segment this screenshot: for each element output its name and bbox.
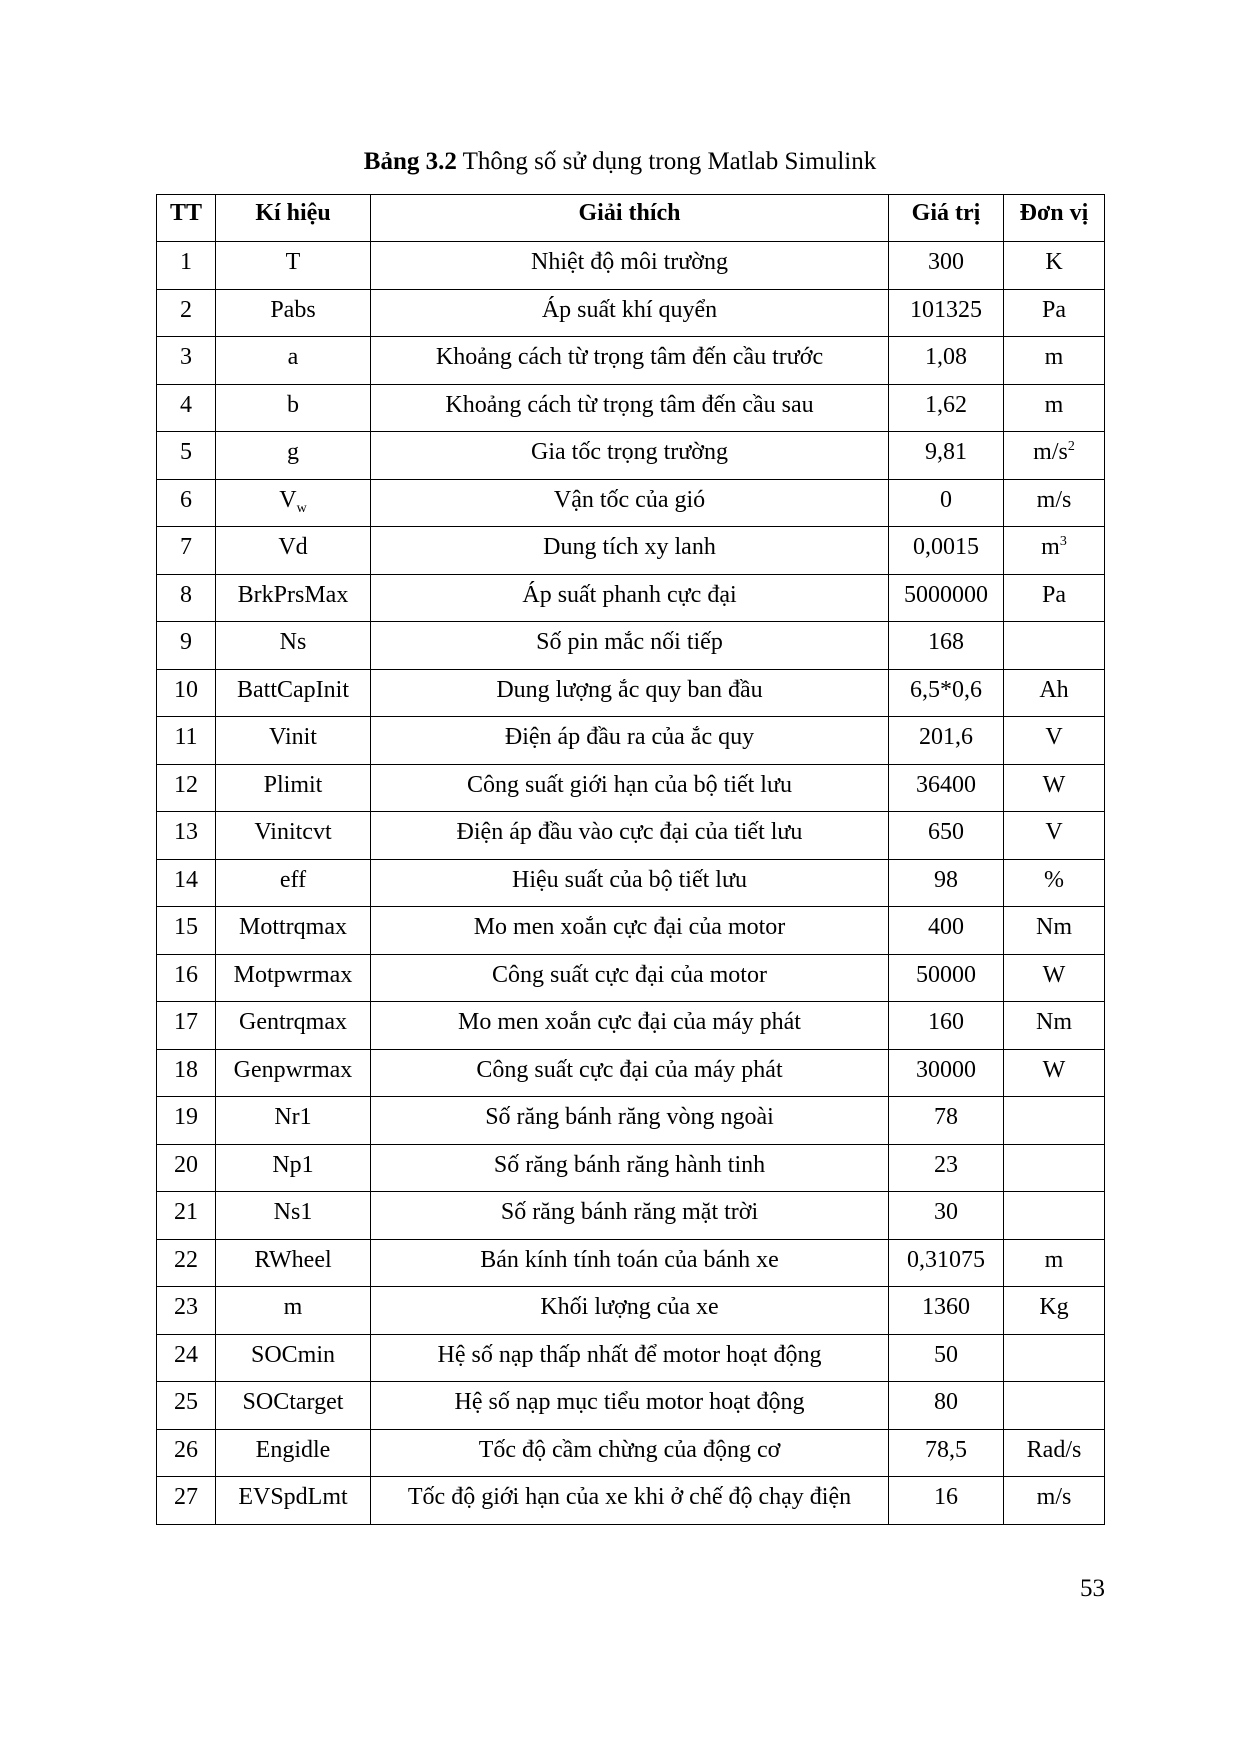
cell-value: 201,6 <box>889 717 1004 765</box>
cell-unit <box>1004 1334 1105 1382</box>
cell-tt: 20 <box>157 1144 216 1192</box>
caption-label: Bảng 3.2 <box>363 148 457 175</box>
cell-symbol: b <box>216 384 371 432</box>
cell-description: Nhiệt độ môi trường <box>371 242 889 290</box>
cell-value: 23 <box>889 1144 1004 1192</box>
cell-unit: W <box>1004 764 1105 812</box>
cell-value: 78 <box>889 1097 1004 1145</box>
cell-description: Số răng bánh răng vòng ngoài <box>371 1097 889 1145</box>
cell-description: Dung tích xy lanh <box>371 527 889 575</box>
table-row <box>157 1382 1105 1430</box>
cell-symbol: m <box>216 1287 371 1335</box>
table-row <box>157 1049 1105 1097</box>
cell-unit: W <box>1004 1049 1105 1097</box>
cell-unit <box>1004 432 1105 480</box>
cell-value: 400 <box>889 907 1004 955</box>
cell-tt: 4 <box>157 384 216 432</box>
parameters-table <box>156 194 1105 1525</box>
table-row <box>157 1477 1105 1525</box>
cell-description: Gia tốc trọng trường <box>371 432 889 480</box>
cell-description: Dung lượng ắc quy ban đầu <box>371 669 889 717</box>
cell-symbol: T <box>216 242 371 290</box>
cell-symbol: Nr1 <box>216 1097 371 1145</box>
cell-tt: 6 <box>157 479 216 527</box>
cell-tt: 1 <box>157 242 216 290</box>
cell-tt: 8 <box>157 574 216 622</box>
unit-superscript: 2 <box>1067 439 1075 454</box>
symbol-subscript: w <box>296 500 307 516</box>
cell-tt: 24 <box>157 1334 216 1382</box>
cell-symbol: Engidle <box>216 1429 371 1477</box>
header-description: Giải thích <box>371 195 889 242</box>
table-row <box>157 907 1105 955</box>
table-row <box>157 1287 1105 1335</box>
cell-value: 5000000 <box>889 574 1004 622</box>
cell-description: Công suất cực đại của motor <box>371 954 889 1002</box>
cell-value: 101325 <box>889 289 1004 337</box>
cell-description: Áp suất khí quyển <box>371 289 889 337</box>
cell-description: Khối lượng của xe <box>371 1287 889 1335</box>
cell-value: 1360 <box>889 1287 1004 1335</box>
cell-value: 50 <box>889 1334 1004 1382</box>
cell-tt: 18 <box>157 1049 216 1097</box>
cell-value: 78,5 <box>889 1429 1004 1477</box>
cell-unit <box>1004 1192 1105 1240</box>
unit-superscript: 3 <box>1059 534 1067 549</box>
cell-tt: 12 <box>157 764 216 812</box>
cell-symbol: g <box>216 432 371 480</box>
cell-value: 98 <box>889 859 1004 907</box>
cell-description: Điện áp đầu vào cực đại của tiết lưu <box>371 812 889 860</box>
cell-symbol: Mottrqmax <box>216 907 371 955</box>
table-row <box>157 527 1105 575</box>
table-row <box>157 479 1105 527</box>
cell-description: Điện áp đầu ra của ắc quy <box>371 717 889 765</box>
cell-tt: 9 <box>157 622 216 670</box>
cell-description: Khoảng cách từ trọng tâm đến cầu trước <box>371 337 889 385</box>
cell-tt: 11 <box>157 717 216 765</box>
cell-symbol: EVSpdLmt <box>216 1477 371 1525</box>
cell-tt: 22 <box>157 1239 216 1287</box>
cell-symbol: a <box>216 337 371 385</box>
cell-description: Số pin mắc nối tiếp <box>371 622 889 670</box>
table-header-row <box>157 195 1105 242</box>
cell-symbol: Vd <box>216 527 371 575</box>
table-body <box>157 242 1105 1525</box>
cell-tt: 3 <box>157 337 216 385</box>
cell-value: 160 <box>889 1002 1004 1050</box>
cell-symbol: Np1 <box>216 1144 371 1192</box>
cell-value: 168 <box>889 622 1004 670</box>
cell-description: Tốc độ cầm chừng của động cơ <box>371 1429 889 1477</box>
cell-unit: m/s <box>1004 1477 1105 1525</box>
cell-description: Số răng bánh răng hành tinh <box>371 1144 889 1192</box>
unit-base: m/s <box>1033 439 1068 465</box>
cell-unit: Pa <box>1004 289 1105 337</box>
symbol-base: V <box>279 486 297 513</box>
cell-value: 30 <box>889 1192 1004 1240</box>
table-row <box>157 289 1105 337</box>
caption-text: Thông số sử dụng trong Matlab Simulink <box>456 148 877 175</box>
cell-value: 16 <box>889 1477 1004 1525</box>
cell-unit <box>1004 1382 1105 1430</box>
cell-unit: m/s <box>1004 479 1105 527</box>
cell-tt: 15 <box>157 907 216 955</box>
cell-tt: 19 <box>157 1097 216 1145</box>
cell-tt: 21 <box>157 1192 216 1240</box>
cell-unit: Nm <box>1004 907 1105 955</box>
cell-value: 80 <box>889 1382 1004 1430</box>
cell-value: 0,0015 <box>889 527 1004 575</box>
cell-tt: 26 <box>157 1429 216 1477</box>
cell-symbol: eff <box>216 859 371 907</box>
table-row <box>157 1144 1105 1192</box>
cell-tt: 13 <box>157 812 216 860</box>
cell-unit: W <box>1004 954 1105 1002</box>
cell-value: 36400 <box>889 764 1004 812</box>
table-row <box>157 1429 1105 1477</box>
cell-value: 300 <box>889 242 1004 290</box>
table-row <box>157 764 1105 812</box>
cell-symbol: Plimit <box>216 764 371 812</box>
cell-symbol: Ns <box>216 622 371 670</box>
table-row <box>157 669 1105 717</box>
table-row <box>157 1334 1105 1382</box>
table-row <box>157 1239 1105 1287</box>
cell-symbol: Gentrqmax <box>216 1002 371 1050</box>
cell-unit: Nm <box>1004 1002 1105 1050</box>
cell-value: 9,81 <box>889 432 1004 480</box>
cell-tt: 23 <box>157 1287 216 1335</box>
table-row <box>157 384 1105 432</box>
cell-tt: 7 <box>157 527 216 575</box>
cell-symbol <box>216 479 371 527</box>
table-row <box>157 717 1105 765</box>
cell-description: Bán kính tính toán của bánh xe <box>371 1239 889 1287</box>
cell-unit <box>1004 527 1105 575</box>
cell-description: Hiệu suất của bộ tiết lưu <box>371 859 889 907</box>
page-number: 53 <box>1080 1575 1105 1602</box>
cell-description: Hệ số nạp mục tiểu motor hoạt động <box>371 1382 889 1430</box>
table-row <box>157 1097 1105 1145</box>
table-row <box>157 432 1105 480</box>
cell-symbol: Ns1 <box>216 1192 371 1240</box>
header-unit: Đơn vị <box>1004 195 1105 242</box>
cell-tt: 27 <box>157 1477 216 1525</box>
cell-unit: Kg <box>1004 1287 1105 1335</box>
cell-description: Vận tốc của gió <box>371 479 889 527</box>
cell-description: Công suất giới hạn của bộ tiết lưu <box>371 764 889 812</box>
cell-unit: m <box>1004 384 1105 432</box>
cell-symbol: BattCapInit <box>216 669 371 717</box>
cell-unit: V <box>1004 717 1105 765</box>
cell-symbol: BrkPrsMax <box>216 574 371 622</box>
unit-base: m <box>1041 534 1060 560</box>
cell-value: 6,5*0,6 <box>889 669 1004 717</box>
cell-description: Khoảng cách từ trọng tâm đến cầu sau <box>371 384 889 432</box>
cell-tt: 14 <box>157 859 216 907</box>
cell-tt: 25 <box>157 1382 216 1430</box>
table-row <box>157 574 1105 622</box>
table-row <box>157 859 1105 907</box>
table-caption <box>0 146 1240 178</box>
cell-unit <box>1004 1144 1105 1192</box>
cell-unit: m <box>1004 1239 1105 1287</box>
cell-symbol: Vinitcvt <box>216 812 371 860</box>
cell-tt: 5 <box>157 432 216 480</box>
cell-description: Mo men xoắn cực đại của máy phát <box>371 1002 889 1050</box>
cell-unit: K <box>1004 242 1105 290</box>
header-tt: TT <box>157 195 216 242</box>
table-row <box>157 954 1105 1002</box>
table-row <box>157 337 1105 385</box>
cell-value: 0,31075 <box>889 1239 1004 1287</box>
cell-value: 650 <box>889 812 1004 860</box>
cell-unit: % <box>1004 859 1105 907</box>
cell-symbol: Vinit <box>216 717 371 765</box>
header-value: Giá trị <box>889 195 1004 242</box>
cell-symbol: SOCmin <box>216 1334 371 1382</box>
cell-description: Mo men xoắn cực đại của motor <box>371 907 889 955</box>
table-row <box>157 622 1105 670</box>
cell-unit <box>1004 622 1105 670</box>
cell-unit: m <box>1004 337 1105 385</box>
cell-unit: Pa <box>1004 574 1105 622</box>
cell-tt: 2 <box>157 289 216 337</box>
cell-description: Số răng bánh răng mặt trời <box>371 1192 889 1240</box>
cell-description: Tốc độ giới hạn của xe khi ở chế độ chạy điện <box>371 1477 889 1525</box>
cell-unit: V <box>1004 812 1105 860</box>
cell-value: 0 <box>889 479 1004 527</box>
table-row <box>157 242 1105 290</box>
cell-symbol: Pabs <box>216 289 371 337</box>
cell-value: 1,08 <box>889 337 1004 385</box>
table-row <box>157 1192 1105 1240</box>
cell-symbol: Genpwrmax <box>216 1049 371 1097</box>
cell-description: Áp suất phanh cực đại <box>371 574 889 622</box>
cell-symbol: SOCtarget <box>216 1382 371 1430</box>
cell-unit: Rad/s <box>1004 1429 1105 1477</box>
cell-description: Công suất cực đại của máy phát <box>371 1049 889 1097</box>
table-row <box>157 1002 1105 1050</box>
cell-tt: 17 <box>157 1002 216 1050</box>
cell-symbol: RWheel <box>216 1239 371 1287</box>
cell-value: 50000 <box>889 954 1004 1002</box>
cell-symbol: Motpwrmax <box>216 954 371 1002</box>
cell-description: Hệ số nạp thấp nhất để motor hoạt động <box>371 1334 889 1382</box>
cell-unit: Ah <box>1004 669 1105 717</box>
table-row <box>157 812 1105 860</box>
cell-value: 1,62 <box>889 384 1004 432</box>
cell-tt: 16 <box>157 954 216 1002</box>
cell-tt: 10 <box>157 669 216 717</box>
header-symbol: Kí hiệu <box>216 195 371 242</box>
cell-value: 30000 <box>889 1049 1004 1097</box>
cell-unit <box>1004 1097 1105 1145</box>
